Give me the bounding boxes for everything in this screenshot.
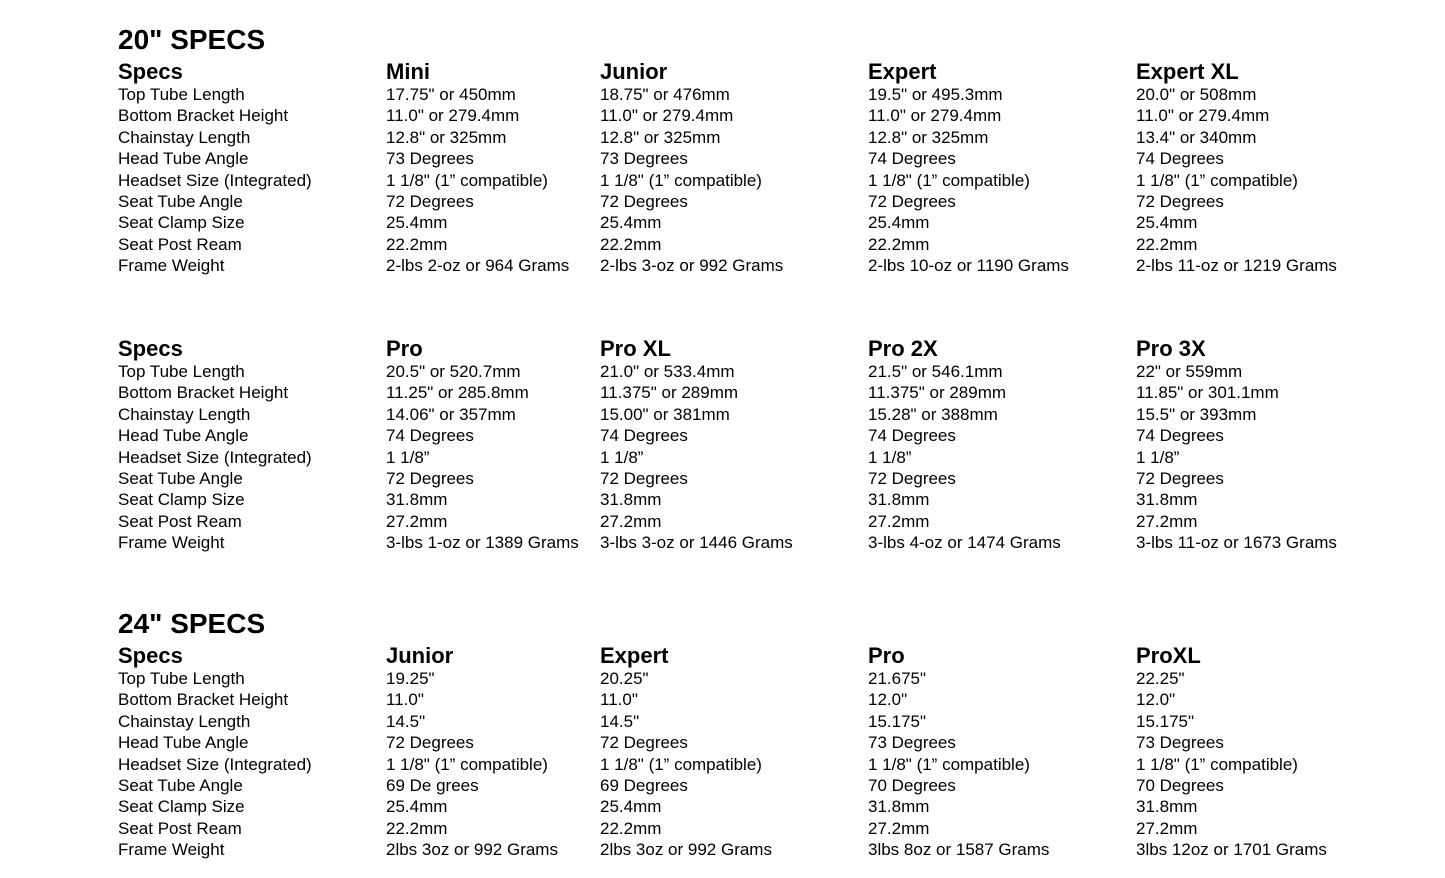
header-row <box>118 337 1416 361</box>
table-row <box>118 668 1416 689</box>
spec-value: 15.00" or 381mm <box>600 404 730 424</box>
spec-value: 3-lbs 3-oz or 1446 Grams <box>600 533 793 553</box>
spec-value: 22.2mm <box>600 818 662 838</box>
spec-value: 3lbs 12oz or 1701 Grams <box>1136 840 1327 860</box>
spec-value: 25.4mm <box>868 213 930 233</box>
spec-label: Top Tube Length <box>118 669 245 688</box>
spec-label: Bottom Bracket Height <box>118 106 289 126</box>
spec-label: Frame Weight <box>118 533 225 553</box>
model-column-header: ProXL <box>1136 643 1201 668</box>
spec-label: Top Tube Length <box>118 362 245 381</box>
model-column-header: Pro <box>868 643 905 668</box>
spec-value: 19.5" or 495.3mm <box>868 85 1003 104</box>
spec-value: 18.75" or 476mm <box>600 85 730 104</box>
spec-value: 22.2mm <box>600 234 662 254</box>
spec-value: 74 Degrees <box>868 149 956 169</box>
spec-value: 1 1/8” <box>600 447 644 467</box>
table-row <box>118 255 1416 276</box>
spec-label: Bottom Bracket Height <box>118 383 289 403</box>
spec-value: 12.8" or 325mm <box>386 127 507 147</box>
table-row <box>118 84 1416 105</box>
spec-value: 31.8mm <box>1136 797 1198 817</box>
spec-value: 27.2mm <box>386 511 448 531</box>
spec-value: 2lbs 3oz or 992 Grams <box>386 840 558 860</box>
table-row <box>118 468 1416 489</box>
spec-label: Head Tube Angle <box>118 149 249 169</box>
spec-value: 15.175" <box>1136 711 1195 731</box>
table-row <box>118 191 1416 212</box>
model-column-header: Expert XL <box>1136 59 1239 84</box>
spec-value: 27.2mm <box>868 511 930 531</box>
table-row <box>118 234 1416 255</box>
spec-value: 11.0" or 279.4mm <box>1136 106 1270 126</box>
table-row <box>118 796 1416 817</box>
spec-value: 22.2mm <box>386 234 448 254</box>
spec-value: 11.0" <box>386 690 424 710</box>
spec-value: 15.5" or 393mm <box>1136 404 1257 424</box>
spec-label: Seat Tube Angle <box>118 192 243 212</box>
spec-value: 11.0" or 279.4mm <box>868 106 1002 126</box>
spec-value: 20.0" or 508mm <box>1136 85 1257 104</box>
specs-column-header: Specs <box>118 643 183 668</box>
spec-value: 22.25" <box>1136 669 1185 688</box>
spec-value: 31.8mm <box>386 490 448 510</box>
spec-value: 13.4" or 340mm <box>1136 127 1257 147</box>
spec-label: Top Tube Length <box>118 85 245 104</box>
spec-value: 1 1/8" (1” compatible) <box>868 754 1030 774</box>
table-row <box>118 105 1416 126</box>
spec-value: 74 Degrees <box>600 426 688 446</box>
table-row <box>118 839 1416 860</box>
spec-value: 72 Degrees <box>386 469 474 489</box>
spec-value: 25.4mm <box>386 797 448 817</box>
spec-value: 1 1/8" (1” compatible) <box>868 170 1030 190</box>
spec-value: 27.2mm <box>600 511 662 531</box>
header-row <box>118 60 1416 84</box>
spec-value: 3lbs 8oz or 1587 Grams <box>868 840 1050 860</box>
table-row <box>118 711 1416 732</box>
model-column-header: Pro <box>386 336 423 361</box>
specs-column-header: Specs <box>118 336 183 361</box>
spec-value: 72 Degrees <box>600 192 688 212</box>
spec-label: Frame Weight <box>118 256 225 276</box>
spec-value: 72 Degrees <box>600 733 688 753</box>
spec-value: 21.0" or 533.4mm <box>600 362 735 381</box>
spec-value: 73 Degrees <box>868 733 956 753</box>
spec-value: 2-lbs 2-oz or 964 Grams <box>386 256 570 276</box>
spec-label: Head Tube Angle <box>118 426 249 446</box>
spec-value: 69 De grees <box>386 776 479 796</box>
spec-value: 70 Degrees <box>868 776 956 796</box>
spec-label: Seat Clamp Size <box>118 797 245 817</box>
spec-value: 25.4mm <box>386 213 448 233</box>
table-row <box>118 732 1416 753</box>
spec-value: 72 Degrees <box>868 469 956 489</box>
table-row <box>118 212 1416 233</box>
spec-value: 3-lbs 11-oz or 1673 Grams <box>1136 533 1337 553</box>
spec-label: Seat Post Ream <box>118 818 242 838</box>
spec-value: 74 Degrees <box>1136 149 1224 169</box>
model-column-header: Expert <box>868 59 937 84</box>
table-row <box>118 689 1416 710</box>
spec-table-20-inch-group-2 <box>118 337 1416 554</box>
spec-value: 11.0" or 279.4mm <box>600 106 734 126</box>
spec-value: 14.5" <box>386 711 426 731</box>
spec-value: 74 Degrees <box>386 426 474 446</box>
table-row <box>118 127 1416 148</box>
spec-value: 72 Degrees <box>868 192 956 212</box>
spec-value: 15.28" or 388mm <box>868 404 998 424</box>
spec-label: Bottom Bracket Height <box>118 690 289 710</box>
spec-value: 31.8mm <box>868 797 930 817</box>
table-row <box>118 404 1416 425</box>
spec-label: Chainstay Length <box>118 711 251 731</box>
spec-value: 1 1/8" (1” compatible) <box>386 170 548 190</box>
spec-value: 14.5" <box>600 711 640 731</box>
spec-value: 1 1/8" (1” compatible) <box>600 754 762 774</box>
spec-value: 70 Degrees <box>1136 776 1224 796</box>
spec-value: 25.4mm <box>1136 213 1198 233</box>
spec-value: 11.85" or 301.1mm <box>1136 383 1279 403</box>
spec-value: 69 Degrees <box>600 776 688 796</box>
table-row <box>118 148 1416 169</box>
table-row <box>118 818 1416 839</box>
spec-value: 73 Degrees <box>386 149 474 169</box>
spec-label: Headset Size (Integrated) <box>118 170 312 190</box>
model-column-header: Mini <box>386 59 430 84</box>
spec-label: Seat Post Ream <box>118 234 242 254</box>
table-row <box>118 775 1416 796</box>
spec-value: 17.75" or 450mm <box>386 85 516 104</box>
spec-value: 1 1/8” <box>868 447 912 467</box>
spec-value: 11.25" or 285.8mm <box>386 383 529 403</box>
table-row <box>118 489 1416 510</box>
spec-value: 1 1/8” <box>386 447 430 467</box>
spec-value: 1 1/8" (1” compatible) <box>386 754 548 774</box>
spec-value: 2-lbs 11-oz or 1219 Grams <box>1136 256 1337 276</box>
spec-value: 20.5" or 520.7mm <box>386 362 521 381</box>
spec-value: 22.2mm <box>386 818 448 838</box>
spec-value: 22" or 559mm <box>1136 362 1243 381</box>
spec-label: Head Tube Angle <box>118 733 249 753</box>
spec-value: 72 Degrees <box>386 192 474 212</box>
spec-value: 72 Degrees <box>600 469 688 489</box>
spec-value: 19.25" <box>386 669 435 688</box>
spec-value: 20.25" <box>600 669 649 688</box>
spec-value: 27.2mm <box>868 818 930 838</box>
spec-value: 12.0" <box>868 690 908 710</box>
spec-value: 2-lbs 10-oz or 1190 Grams <box>868 256 1069 276</box>
spec-value: 72 Degrees <box>386 733 474 753</box>
spec-value: 1 1/8" (1” compatible) <box>600 170 762 190</box>
spec-value: 21.675" <box>868 669 927 688</box>
spec-label: Seat Tube Angle <box>118 776 243 796</box>
spec-value: 11.375" or 289mm <box>600 383 739 403</box>
table-row <box>118 532 1416 553</box>
spec-table-24-inch <box>118 644 1416 861</box>
spec-value: 73 Degrees <box>600 149 688 169</box>
spec-value: 22.2mm <box>1136 234 1198 254</box>
table-row <box>118 361 1416 382</box>
table-row <box>118 170 1416 191</box>
model-column-header: Pro XL <box>600 336 671 361</box>
spec-value: 72 Degrees <box>1136 469 1224 489</box>
spec-value: 11.0" <box>600 690 638 710</box>
spec-value: 31.8mm <box>1136 490 1198 510</box>
model-column-header: Junior <box>386 643 454 668</box>
spec-value: 31.8mm <box>600 490 662 510</box>
spec-value: 12.8" or 325mm <box>600 127 721 147</box>
spec-label: Seat Tube Angle <box>118 469 243 489</box>
spec-value: 1 1/8” <box>1136 447 1180 467</box>
section-title-20-inch: 20" SPECS <box>118 24 266 55</box>
table-row <box>118 754 1416 775</box>
spec-value: 73 Degrees <box>1136 733 1224 753</box>
spec-value: 25.4mm <box>600 213 662 233</box>
model-column-header: Expert <box>600 643 669 668</box>
header-row <box>118 644 1416 668</box>
spec-label: Headset Size (Integrated) <box>118 447 312 467</box>
model-column-header: Pro 3X <box>1136 336 1206 361</box>
spec-value: 21.5" or 546.1mm <box>868 362 1003 381</box>
specs-column-header: Specs <box>118 59 183 84</box>
spec-value: 74 Degrees <box>868 426 956 446</box>
spec-value: 2lbs 3oz or 992 Grams <box>600 840 772 860</box>
spec-value: 74 Degrees <box>1136 426 1224 446</box>
spec-value: 2-lbs 3-oz or 992 Grams <box>600 256 784 276</box>
model-column-header: Junior <box>600 59 668 84</box>
section-title-24-inch: 24" SPECS <box>118 608 266 639</box>
table-row <box>118 382 1416 403</box>
spec-value: 1 1/8" (1” compatible) <box>1136 754 1298 774</box>
spec-label: Chainstay Length <box>118 127 251 147</box>
spec-value: 11.375" or 289mm <box>868 383 1007 403</box>
spec-label: Seat Clamp Size <box>118 490 245 510</box>
table-row <box>118 511 1416 532</box>
spec-value: 31.8mm <box>868 490 930 510</box>
spec-value: 15.175" <box>868 711 927 731</box>
spec-label: Seat Post Ream <box>118 511 242 531</box>
spec-value: 25.4mm <box>600 797 662 817</box>
spec-value: 11.0" or 279.4mm <box>386 106 520 126</box>
spec-label: Headset Size (Integrated) <box>118 754 312 774</box>
spec-value: 12.0" <box>1136 690 1176 710</box>
table-row <box>118 447 1416 468</box>
spec-value: 14.06" or 357mm <box>386 404 516 424</box>
table-row <box>118 425 1416 446</box>
spec-value: 72 Degrees <box>1136 192 1224 212</box>
spec-value: 27.2mm <box>1136 511 1198 531</box>
spec-value: 3-lbs 4-oz or 1474 Grams <box>868 533 1061 553</box>
spec-table-20-inch-group-1 <box>118 60 1416 277</box>
spec-value: 12.8" or 325mm <box>868 127 989 147</box>
spec-value: 3-lbs 1-oz or 1389 Grams <box>386 533 579 553</box>
spec-label: Frame Weight <box>118 840 225 860</box>
spec-value: 27.2mm <box>1136 818 1198 838</box>
spec-value: 1 1/8" (1” compatible) <box>1136 170 1298 190</box>
model-column-header: Pro 2X <box>868 336 938 361</box>
spec-value: 22.2mm <box>868 234 930 254</box>
spec-label: Seat Clamp Size <box>118 213 245 233</box>
spec-label: Chainstay Length <box>118 404 251 424</box>
